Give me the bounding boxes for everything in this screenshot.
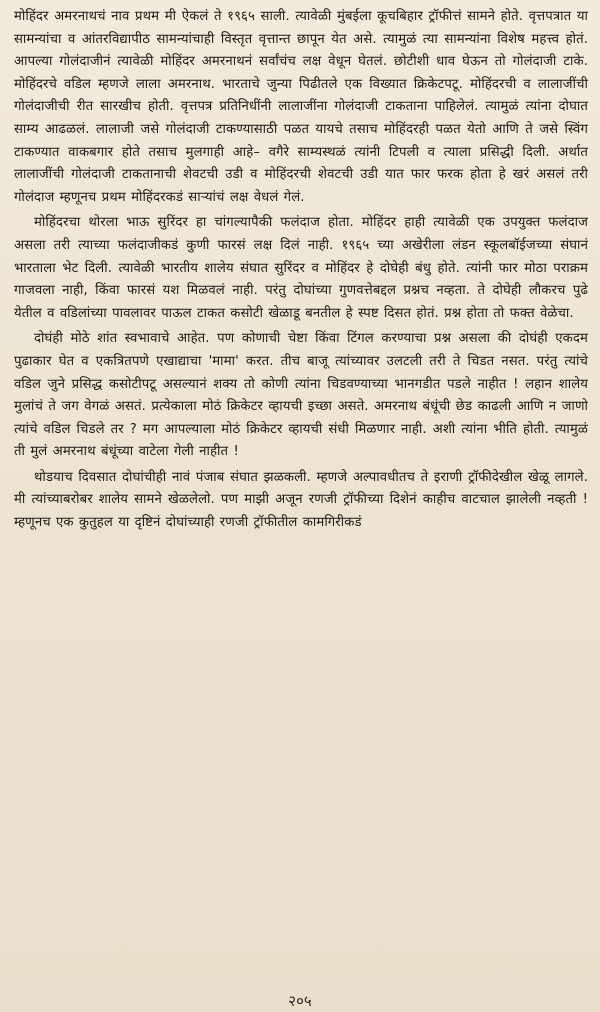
page-number: २०५ — [288, 992, 312, 1010]
paragraph-1: मोहिंदर अमरनाथचं नाव प्रथम मी ऐकलं ते १९६५ साली. त्यावेळी मुंबईला कूचबिहार ट्रॉफीत्तं सामने होते. वृत्तपत्रात या सामन्यांचा व आंतरविद्यापीठ सामन्यांचाही विस्तृत वृत्तान्त छापून येत असे. त्यामुळं त्या सामन्यांना विशेष महत्त्व होतं. आपल्या गोलंदाजीनं त्यावेळी मोहिंदर अमरनाथनं सर्वांचंच लक्ष वेधून घेतलं. छोटीशी धाव घेऊन तो गोलंदाजी टाके. मोहिंदरचे वडिल म्हणजे लाला अमरनाथ. भारताचे जुन्या पिढीतले एक विख्यात क्रिकेटपटू. मोहिंदरची व लालाजींची गोलंदाजीची रीत सारखीच होती. वृत्तपत्र प्रतिनिधींनी लालाजींना गोलंदाजी टाकताना पाहिलेलं. त्यामुळं त्यांना दोघात साम्य आढळलं. लालाजी जसे गोलंदाजी टाकण्यासाठी पळत यायचे तसाच मोहिंदरही पळत येतो आणि ते जसे स्विंग टाकण्यात वाकबगार होते तसाच मुलगाही आहे– वगैरे साम्यस्थळं त्यांनी टिपली व त्याला प्रसिद्धी दिली. अर्थात लालाजींची गोलंदाजी टाकतानाची शेवटची उडी व मोहिंदरची शेवटची उडी यात फार फरक होता हे खरं असलं तरी गोलंदाज म्हणूनच प्रथम मोहिंदरकडं साऱ्यांचं लक्ष वेधलं गेलं. — [14, 9, 588, 205]
paragraph-4: थोडयाच दिवसात दोघांचीही नावं पंजाब संघात झळकली. म्हणजे अल्पावधीतच ते इराणी ट्रॉफीदेखील खेळू लागले. मी त्यांच्याबरोबर शालेय सामने खेळलेलो. पण माझी अजून रणजी ट्रॉफीच्या दिशेनं काहीच वाटचाल झालेली नव्हती ! म्हणूनच एक कुतुहल या दृष्टिनं दोघांच्याही रणजी ट्रॉफीतील कामगिरीकडं — [14, 469, 588, 531]
paragraph-2: मोहिंदरचा थोरला भाऊ सुरिंदर हा चांगल्यापैकी फलंदाज होता. मोहिंदर हाही त्यावेळी एक उपयुक्त फलंदाज असला तरी त्याच्या फलंदाजीकडं कुणी फारसं लक्ष दिलं नाही. १९६५ च्या अखेरीला लंडन स्कूलबॉईजच्या संघानं भारताला भेट दिली. त्यावेळी भारतीय शालेय संघात सुरिंदर व मोहिंदर हे दोघेही बंधु होते. त्यांनी फार मोठा पराक्रम गाजवला नाही, किंवा फारसं यश मिळवलं नाही. परंतु दोघांच्या गुणवत्तेबद्दल प्रश्नच नव्हता. ते दोघेही लौकरच पुढे येतील व वडिलांच्या पावलावर पाऊल टाकत कसोटी खेळाडू बनतील हे स्पष्ट दिसत होतं. प्रश्न होता तो फक्त वेळेचा. — [14, 215, 588, 321]
body-text — [14, 6, 588, 535]
paragraph-3: दोघंही मोठे शांत स्वभावाचे आहेत. पण कोणाची चेष्टा किंवा टिंगल करण्याचा प्रश्न असला की दोघंही एकदम पुढाकार घेत व एकत्रितपणे एखाद्याचा 'मामा' करत. तीच बाजू त्यांच्यावर उलटली तरी ते चिडत नसत. परंतु त्यांचे वडिल जुने प्रसिद्ध कसोटीपटू असल्यानं शक्य तो कोणी त्यांना चिडवण्याच्या भानगडीत पडले नाहीत ! लहान शालेय मुलांचं ते जग वेगळं असतं. प्रत्येकाला मोठं क्रिकेटर व्हायची इच्छा असते. अमरनाथ बंधूंची छेड काढली आणि न जाणो त्यांचे वडिल चिडले तर ? मग आपल्याला मोठं क्रिकेटर व्हायची संधी मिळणार नाही. अशी त्यांना भीति होती. त्यामुळं ती मुलं अमरनाथ बंधूंच्या वाटेला गेली नाहीत ! — [14, 331, 588, 460]
